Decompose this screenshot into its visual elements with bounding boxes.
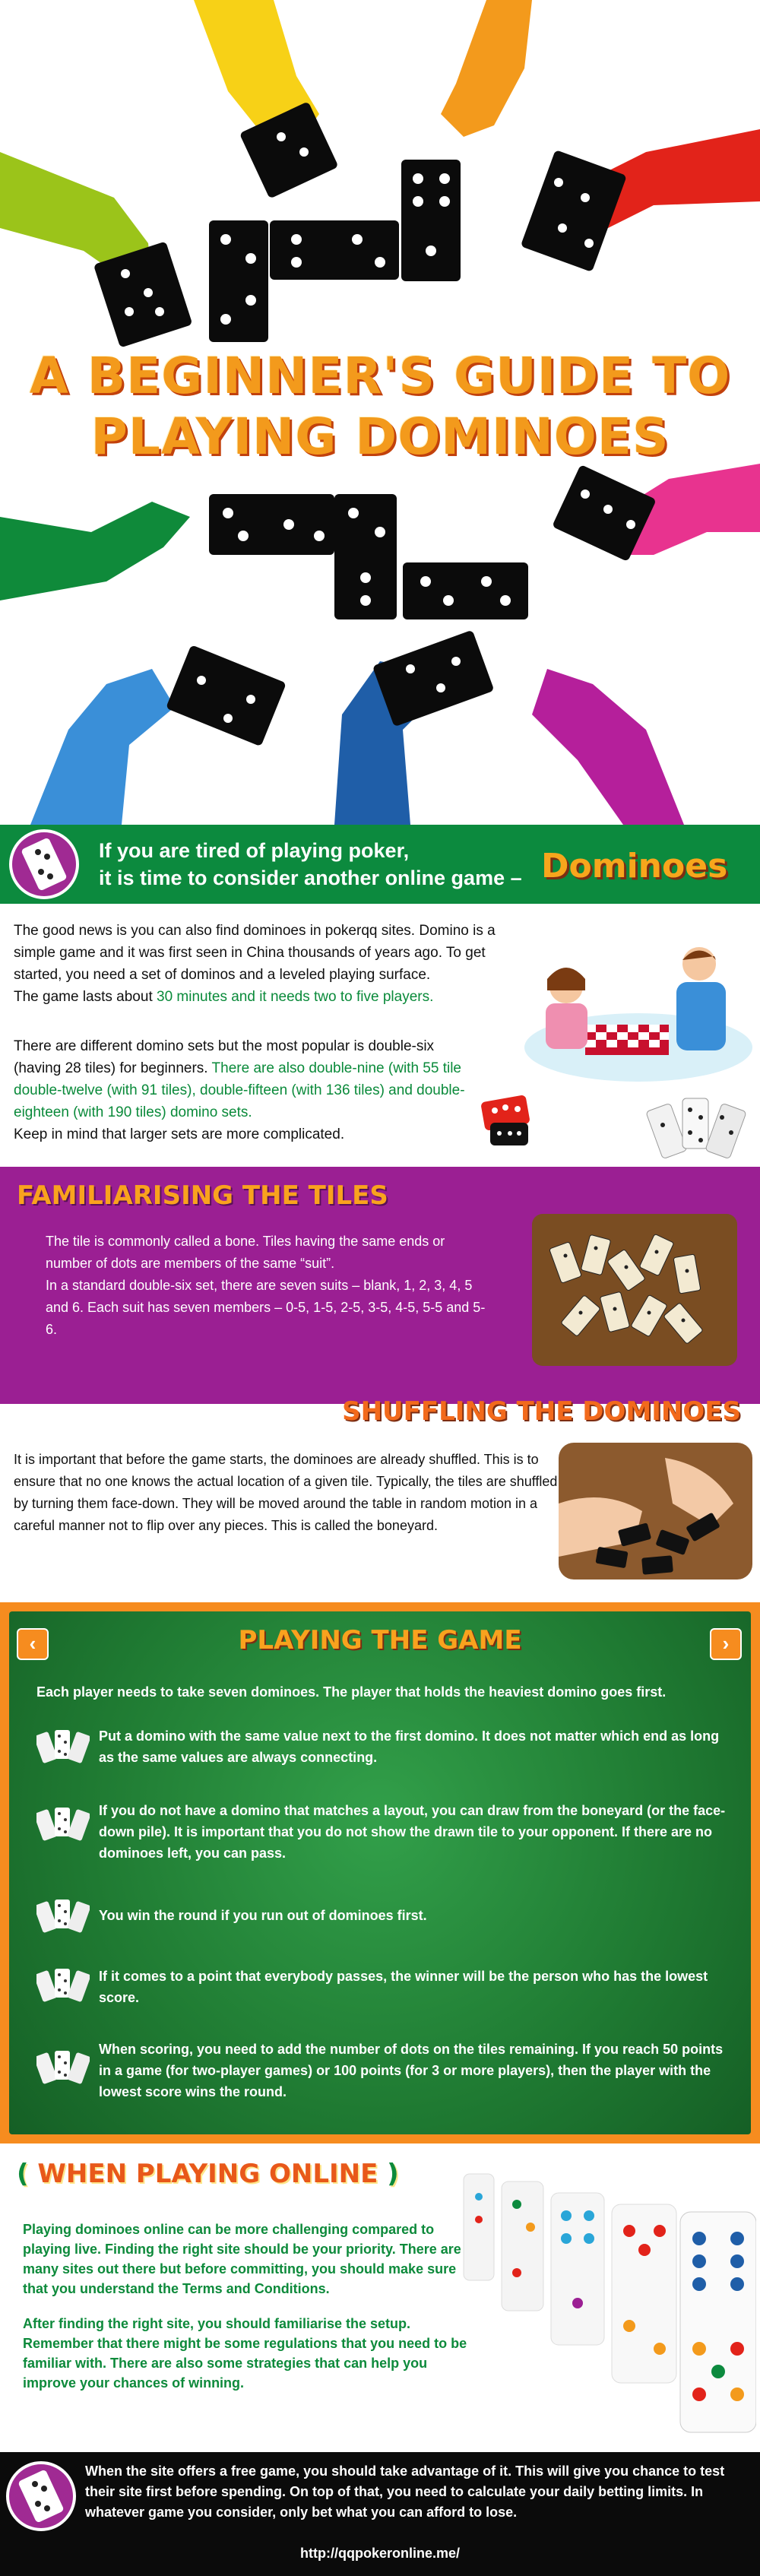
online-title-paren-open: ( (17, 2159, 38, 2189)
white-dominoes-icon (646, 1095, 752, 1171)
prev-arrow-button[interactable]: ‹ (17, 1628, 49, 1660)
rule-1: Put a domino with the same value next to the first domino. It does not matter which end as long as the same values are always connecting. (99, 1728, 720, 1765)
familiarising-paragraph-2: In a standard double-six set, there are seven suits – blank, 1, 2, 3, 4, 5 and 6. Each suit has seven members – 0-5, 1-5, 2-5, 3-5, 4-5, 5-5 and 5-6. (46, 1278, 486, 1337)
colored-dominoes-illustration (456, 2151, 756, 2448)
game-intro: Each player needs to take seven dominoes. The player that holds the heaviest domino goes first. (36, 1684, 667, 1700)
footer-text: When the site offers a free game, you should take advantage of it. This will give you chance to test their site first before spending. On top of that, you need to calculate your daily betting limits. In whatever game you consider, only bet what you can afford to lose. (85, 2464, 725, 2520)
domino-badge-icon (9, 829, 79, 899)
tiles-icon (36, 1896, 90, 1934)
next-arrow-button[interactable]: › (710, 1628, 742, 1660)
familiarising-section (0, 1167, 760, 1404)
sets-paragraph-1 (14, 1035, 485, 1123)
dark-green-hand-icon (0, 502, 190, 600)
familiarising-paragraph-1: The tile is commonly called a bone. Tiles having the same ends or number of dots are members of the same “suit”. (46, 1234, 445, 1271)
hero-title-line-2: PLAYING DOMINOES (90, 407, 670, 466)
blue-hand-icon (30, 669, 175, 825)
domino-badge-icon (6, 2461, 76, 2531)
intro-p2-prefix: The game lasts about (14, 989, 157, 1005)
intro-paragraph-2 (14, 986, 515, 1008)
hero-title (0, 346, 760, 467)
rule-3: You win the round if you run out of dominoes first. (99, 1908, 427, 1923)
shuffling-photo (559, 1443, 752, 1580)
hero-title-line-1: A BEGINNER'S GUIDE TO (29, 347, 731, 405)
hero-section (0, 0, 760, 825)
players-illustration (524, 933, 752, 1085)
online-paragraph-2: After finding the right site, you should familiarise the setup. Remember that there might be some regulations that you need to be familiar with. There are also some strategies that can help you improve your chances of winning. (23, 2316, 467, 2391)
sets-p1-highlight: There are also double-nine (with 55 tile double-twelve (with 91 tiles), double-fifteen (with 136 tiles) and double-eighteen (with 190 tiles) domino sets. (14, 1060, 465, 1120)
tiles-icon (36, 2048, 90, 2086)
red-dice-icon (475, 1091, 543, 1152)
online-title (17, 2159, 399, 2189)
banner-highlight: Dominoes (541, 847, 728, 886)
banner-line-2: it is time to consider another online game – (99, 867, 522, 889)
game-board (9, 1611, 751, 2134)
online-title-paren-close: ) (378, 2159, 399, 2189)
online-title-text: WHEN PLAYING ONLINE (37, 2159, 378, 2189)
rule-5: When scoring, you need to add the number of dots on the tiles remaining. If you reach 50 points in a game (for two-player games) or 100 points (for 3 or more players), then the player with the lowest score wins the round. (99, 2042, 724, 2099)
banner-line-1: If you are tired of playing poker, (99, 839, 410, 862)
intro-text (14, 920, 515, 1008)
tiles-icon (36, 1727, 90, 1765)
playing-the-game-section (0, 1602, 760, 2143)
shuffling-body: It is important that before the game starts, the dominoes are already shuffled. This is to ensure that no one knows the actual location of a given tile. Typically, the tiles are shuffled by turning them face-down. They will be moved around the table in random motion in a careful manner not to flip over any pieces. This is called the boneyard. (14, 1452, 558, 1533)
intro-paragraph-1: The good news is you can also find dominoes in pokerqq sites. Domino is a simple game and it was first seen in China thousands of years ago. To get started, you need a set of dominos and a leveled playing surface. (14, 923, 496, 983)
online-body (23, 2220, 479, 2408)
banner-text (99, 837, 522, 892)
rule-4: If it comes to a point that everybody passes, the winner will be the person who has the lowest score. (99, 1969, 708, 2005)
pile-of-tiles-photo (532, 1214, 737, 1366)
familiarising-title: FAMILIARISING THE TILES (17, 1180, 388, 1211)
sets-p1-prefix: There are different domino sets but the most popular is double-six (having 28 tiles) for beginners. (14, 1038, 435, 1076)
game-title: PLAYING THE GAME (238, 1625, 522, 1656)
orange-hand-icon (441, 0, 532, 137)
footer (0, 2452, 760, 2576)
sets-paragraph-2: Keep in mind that larger sets are more complicated. (14, 1126, 345, 1142)
tiles-icon (36, 1804, 90, 1842)
familiarising-body (46, 1231, 494, 1341)
footer-url-link[interactable]: http://qqpokeronline.me/ (300, 2546, 460, 2561)
rule-2: If you do not have a domino that matches a layout, you can draw from the boneyard (or the face-down pile). It is important that you do not show the drawn tile to your opponent. If there are no dominoes left, you can pass. (99, 1803, 726, 1861)
domino-sets-text (14, 1035, 485, 1145)
domino-top-1 (93, 101, 627, 347)
shuffling-title: SHUFFLING THE DOMINOES (342, 1396, 741, 1427)
intro-p2-highlight: 30 minutes and it needs two to five players. (157, 989, 434, 1005)
tiles-icon (36, 1966, 90, 2004)
online-paragraph-1: Playing dominoes online can be more challenging compared to playing live. Finding the right site should be your priority. There are many sites out there but before committing, you should make sure that you understand the Terms and Conditions. (23, 2222, 461, 2296)
magenta-hand-icon (532, 669, 684, 825)
